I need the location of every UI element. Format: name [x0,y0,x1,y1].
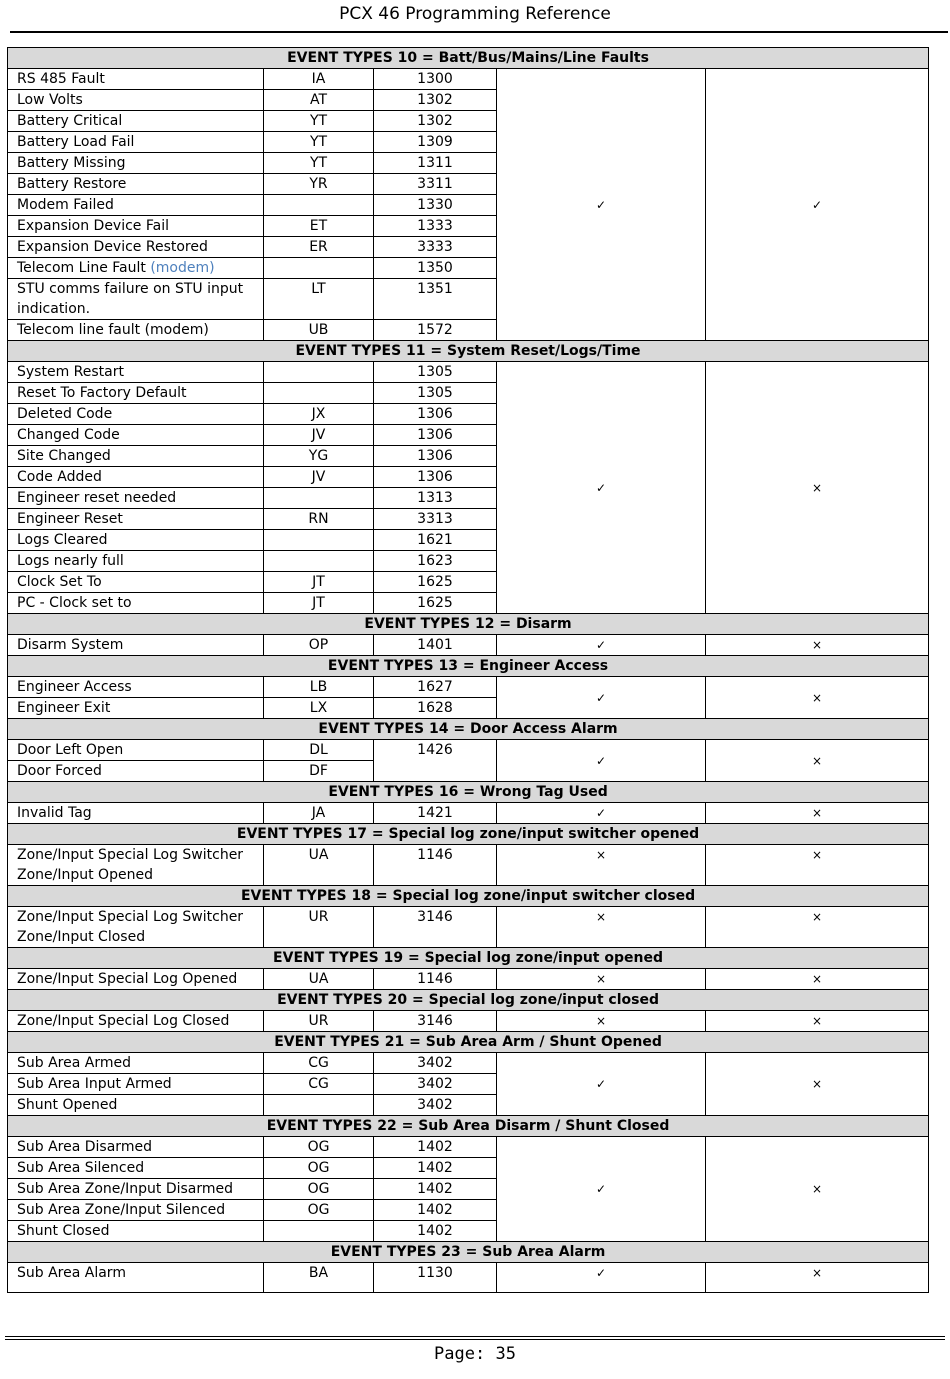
event-code: YT [264,132,374,153]
event-code [264,195,374,216]
event-name [8,698,264,719]
event-number: 3146 [374,1011,497,1032]
event-name-text: Engineer Exit [17,700,111,716]
event-name [8,803,264,824]
event-name [8,593,264,614]
section-title: EVENT TYPES 14 = Door Access Alarm [8,719,929,740]
event-name [8,132,264,153]
report-flag-1: ✓ [497,362,706,614]
report-flag-2: × [706,677,929,719]
event-name-text: Sub Area Silenced [17,1160,145,1176]
event-code: IA [264,69,374,90]
event-code [264,1221,374,1242]
event-number: 1130 [374,1263,497,1293]
event-name [8,174,264,195]
event-code: UA [264,845,374,886]
event-number: 1426 [374,740,497,782]
event-name [8,1179,264,1200]
event-name-text: PC - Clock set to [17,595,132,611]
event-number: 1621 [374,530,497,551]
event-number: 1625 [374,593,497,614]
event-name-text: Reset To Factory Default [17,385,187,401]
table-row [8,635,929,656]
report-flag-2: × [706,1011,929,1032]
event-code: AT [264,90,374,111]
event-name [8,969,264,990]
event-name-text: Modem Failed [17,197,114,213]
event-name [8,1263,264,1293]
event-name [8,153,264,174]
event-name-text: Clock Set To [17,574,102,590]
table-row [8,845,929,886]
section-title: EVENT TYPES 11 = System Reset/Logs/Time [8,341,929,362]
section-header [8,990,929,1011]
event-name [8,677,264,698]
event-number: 1305 [374,362,497,383]
event-number: 1146 [374,969,497,990]
section-title: EVENT TYPES 19 = Special log zone/input opened [8,948,929,969]
event-code: UR [264,907,374,948]
event-name-text: Site Changed [17,448,111,464]
event-name [8,111,264,132]
table-row [8,969,929,990]
report-flag-1: × [497,1011,706,1032]
event-name [8,195,264,216]
event-number: 1306 [374,467,497,488]
event-name-text: Sub Area Input Armed [17,1076,172,1092]
table-row [8,1137,929,1158]
event-code: JT [264,572,374,593]
section-header [8,341,929,362]
event-name [8,1074,264,1095]
event-code [264,530,374,551]
event-name-text: RS 485 Fault [17,71,105,87]
event-name-text: Zone/Input Special Log Opened [17,971,238,987]
event-name-text: Battery Critical [17,113,123,129]
event-number: 1402 [374,1158,497,1179]
event-name [8,845,264,886]
event-code: DL [264,740,374,761]
event-name [8,446,264,467]
event-name [8,404,264,425]
event-code: OG [264,1179,374,1200]
event-name [8,1137,264,1158]
event-number: 1350 [374,258,497,279]
event-name [8,320,264,341]
report-flag-2: × [706,803,929,824]
report-flag-2: × [706,969,929,990]
event-name [8,1158,264,1179]
event-name [8,488,264,509]
event-number: 1402 [374,1137,497,1158]
event-name [8,467,264,488]
event-number: 1306 [374,425,497,446]
event-code: BA [264,1263,374,1293]
event-name [8,90,264,111]
event-name [8,383,264,404]
section-header [8,1116,929,1137]
event-number: 1627 [374,677,497,698]
event-name [8,635,264,656]
report-flag-2: × [706,635,929,656]
table-row [8,69,929,90]
event-name-text: Engineer Access [17,679,132,695]
event-name-text: Shunt Closed [17,1223,110,1239]
event-types-table [7,47,929,1293]
section-title: EVENT TYPES 18 = Special log zone/input switcher closed [8,886,929,907]
event-name-text: Sub Area Alarm [17,1265,126,1281]
event-number: 3402 [374,1095,497,1116]
event-name [8,1221,264,1242]
table-row [8,1053,929,1074]
event-name [8,237,264,258]
report-flag-2: × [706,1263,929,1293]
report-flag-2: × [706,1137,929,1242]
event-number: 1309 [374,132,497,153]
event-name-text: Battery Missing [17,155,126,171]
table-row [8,362,929,383]
event-code [264,258,374,279]
report-flag-1: ✓ [497,740,706,782]
event-name [8,362,264,383]
event-name [8,1200,264,1221]
event-name-text: Engineer reset needed [17,490,177,506]
event-number: 1572 [374,320,497,341]
event-code: JT [264,593,374,614]
event-code: UB [264,320,374,341]
event-name [8,1053,264,1074]
event-name [8,279,264,320]
event-number: 1402 [374,1200,497,1221]
event-number: 1623 [374,551,497,572]
event-name-text: System Restart [17,364,124,380]
report-flag-1: × [497,969,706,990]
event-code: LB [264,677,374,698]
report-flag-1: ✓ [497,1053,706,1116]
event-name-text: Shunt Opened [17,1097,118,1113]
table-row [8,1263,929,1293]
event-code: OG [264,1200,374,1221]
report-flag-2: × [706,740,929,782]
event-code: CG [264,1074,374,1095]
section-header [8,824,929,845]
event-code: JA [264,803,374,824]
event-name [8,551,264,572]
event-code: OP [264,635,374,656]
event-name-text: Low Volts [17,92,83,108]
section-title: EVENT TYPES 17 = Special log zone/input switcher opened [8,824,929,845]
event-code: ER [264,237,374,258]
event-name-text: Telecom Line Fault [17,260,146,276]
event-number: 3402 [374,1074,497,1095]
section-title: EVENT TYPES 20 = Special log zone/input closed [8,990,929,1011]
event-number: 3313 [374,509,497,530]
section-title: EVENT TYPES 13 = Engineer Access [8,656,929,677]
header-rule [10,31,948,33]
report-flag-1: × [497,907,706,948]
section-header [8,1032,929,1053]
event-code: OG [264,1158,374,1179]
event-name-text: Logs Cleared [17,532,108,548]
event-name [8,740,264,761]
event-name [8,69,264,90]
event-number: 1402 [374,1221,497,1242]
event-name-text: STU comms failure on STU input indication. [17,281,244,317]
event-name-text: Battery Load Fail [17,134,135,150]
event-name-text: Telecom line fault (modem) [17,322,209,338]
event-code: YT [264,153,374,174]
table-row [8,1011,929,1032]
event-name [8,216,264,237]
event-number: 3311 [374,174,497,195]
report-flag-1: ✓ [497,677,706,719]
event-code: ET [264,216,374,237]
event-name-text: Sub Area Armed [17,1055,131,1071]
event-code: DF [264,761,374,782]
event-name-text: Battery Restore [17,176,127,192]
section-title: EVENT TYPES 23 = Sub Area Alarm [8,1242,929,1263]
section-header [8,656,929,677]
event-name [8,907,264,948]
event-name-text: Expansion Device Restored [17,239,208,255]
section-header [8,948,929,969]
report-flag-2: × [706,1053,929,1116]
table-row [8,803,929,824]
report-flag-1: × [497,845,706,886]
footer-rule [5,1336,945,1337]
section-header [8,782,929,803]
section-title: EVENT TYPES 16 = Wrong Tag Used [8,782,929,803]
table-row [8,907,929,948]
event-number: 1351 [374,279,497,320]
event-name-text: Deleted Code [17,406,113,422]
event-number: 1421 [374,803,497,824]
event-code [264,551,374,572]
report-flag-2: × [706,907,929,948]
table-row [8,677,929,698]
event-name [8,1011,264,1032]
section-header [8,886,929,907]
event-code: JV [264,467,374,488]
event-number: 1302 [374,111,497,132]
section-header [8,719,929,740]
footer-rule [5,1339,945,1340]
event-name-text: Engineer Reset [17,511,123,527]
section-header [8,1242,929,1263]
report-flag-2: ✓ [706,69,929,341]
event-number: 1333 [374,216,497,237]
event-number: 1302 [374,90,497,111]
event-name-text: Expansion Device Fail [17,218,169,234]
event-number: 1311 [374,153,497,174]
section-title: EVENT TYPES 10 = Batt/Bus/Mains/Line Faults [8,48,929,69]
event-code: RN [264,509,374,530]
event-number: 1300 [374,69,497,90]
section-header [8,48,929,69]
section-header [8,614,929,635]
event-code: YG [264,446,374,467]
event-name [8,572,264,593]
report-flag-2: × [706,845,929,886]
event-number: 1402 [374,1179,497,1200]
event-number: 3333 [374,237,497,258]
event-name [8,530,264,551]
event-code [264,488,374,509]
event-name-text: Disarm System [17,637,124,653]
report-flag-1: ✓ [497,1137,706,1242]
event-code [264,1095,374,1116]
event-name [8,509,264,530]
event-code: YR [264,174,374,195]
event-code: YT [264,111,374,132]
event-code [264,362,374,383]
page-number: Page: 35 [434,1344,516,1364]
event-name-text: Sub Area Zone/Input Silenced [17,1202,226,1218]
event-name-text: Door Left Open [17,742,124,758]
event-code: UR [264,1011,374,1032]
event-number: 1146 [374,845,497,886]
report-flag-2: × [706,362,929,614]
event-number: 3402 [374,1053,497,1074]
event-name [8,425,264,446]
event-name-text: Zone/Input Special Log Switcher Zone/Input Closed [17,909,244,945]
event-number: 1628 [374,698,497,719]
event-name-text: Changed Code [17,427,120,443]
event-number: 3146 [374,907,497,948]
event-code: CG [264,1053,374,1074]
event-number: 1306 [374,446,497,467]
report-flag-1: ✓ [497,69,706,341]
event-name [8,258,264,279]
section-title: EVENT TYPES 22 = Sub Area Disarm / Shunt Closed [8,1116,929,1137]
event-code: UA [264,969,374,990]
event-code [264,383,374,404]
event-number: 1625 [374,572,497,593]
report-flag-1: ✓ [497,1263,706,1293]
event-code: OG [264,1137,374,1158]
event-name-text: Invalid Tag [17,805,92,821]
event-code: LT [264,279,374,320]
event-code: JX [264,404,374,425]
event-code: JV [264,425,374,446]
event-name-text: Code Added [17,469,102,485]
event-number: 1313 [374,488,497,509]
event-name-text: Door Forced [17,763,102,779]
event-name [8,761,264,782]
report-flag-1: ✓ [497,803,706,824]
event-number: 1306 [374,404,497,425]
event-name-text: Sub Area Disarmed [17,1139,152,1155]
event-code: LX [264,698,374,719]
event-name [8,1095,264,1116]
report-flag-1: ✓ [497,635,706,656]
event-name-text: Sub Area Zone/Input Disarmed [17,1181,234,1197]
event-name-text: Zone/Input Special Log Closed [17,1013,230,1029]
event-name-text: Logs nearly full [17,553,124,569]
event-name-note: (modem) [150,260,215,276]
event-number: 1305 [374,383,497,404]
section-title: EVENT TYPES 12 = Disarm [8,614,929,635]
event-number: 1401 [374,635,497,656]
section-title: EVENT TYPES 21 = Sub Area Arm / Shunt Opened [8,1032,929,1053]
page-header: PCX 46 Programming Reference [339,4,611,24]
event-name-text: Zone/Input Special Log Switcher Zone/Input Opened [17,847,244,883]
event-number: 1330 [374,195,497,216]
table-row [8,740,929,761]
